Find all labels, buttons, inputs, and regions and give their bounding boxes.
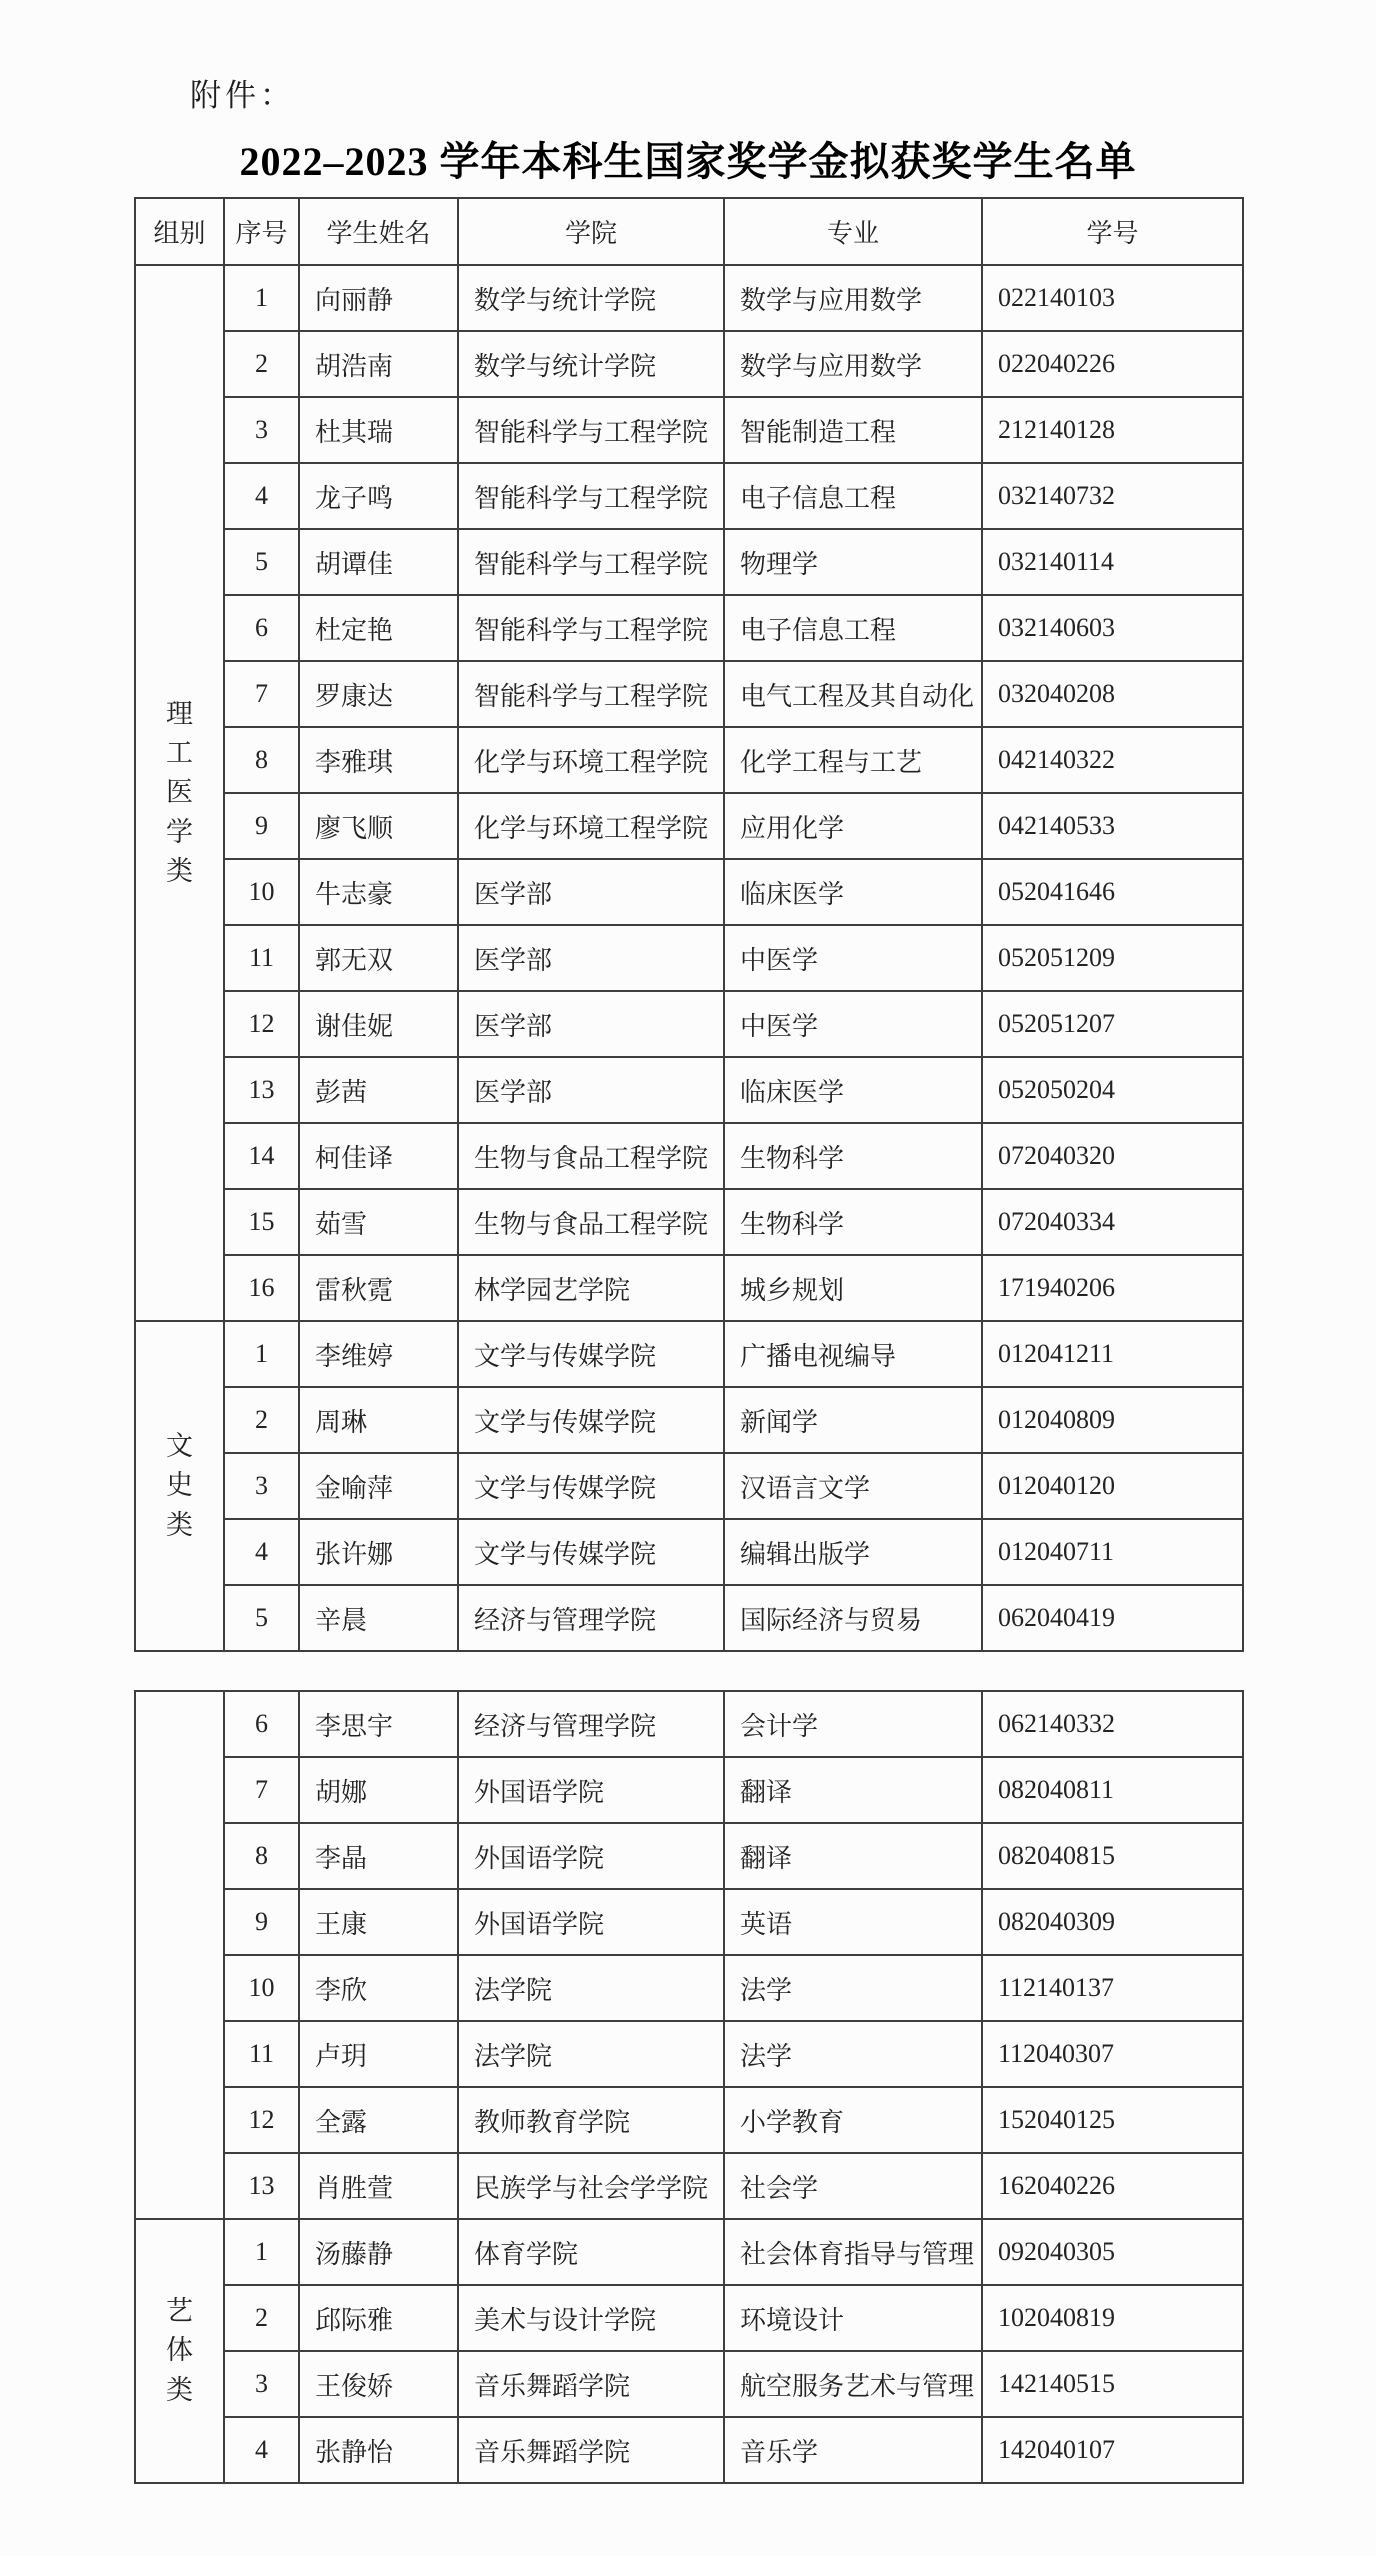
college-cell: 数学与统计学院 [458,331,724,397]
college-cell: 智能科学与工程学院 [458,595,724,661]
column-header-0: 组别 [135,198,224,265]
college-cell: 音乐舞蹈学院 [458,2351,724,2417]
page-title: 2022–2023 学年本科生国家奖学金拟获奖学生名单 [239,139,1137,184]
major-cell: 化学工程与工艺 [724,727,982,793]
name-cell: 罗康达 [299,661,458,727]
student-id-cell: 022140103 [982,265,1243,331]
student-id-cell: 052041646 [982,859,1243,925]
name-cell: 杜其瑞 [299,397,458,463]
major-cell: 城乡规划 [724,1255,982,1321]
seq-cell: 9 [224,793,299,859]
student-id-cell: 062040419 [982,1585,1243,1651]
name-cell: 龙子鸣 [299,463,458,529]
seq-cell: 7 [224,1757,299,1823]
major-cell: 中医学 [724,991,982,1057]
group-label: 理工医学类 [166,699,193,886]
college-cell: 医学部 [458,925,724,991]
name-cell: 全露 [299,2087,458,2153]
table-row [135,925,1243,991]
seq-cell: 8 [224,727,299,793]
major-cell: 新闻学 [724,1387,982,1453]
name-cell: 廖飞顺 [299,793,458,859]
seq-cell: 3 [224,2351,299,2417]
column-header-2: 学生姓名 [299,198,458,265]
college-cell: 生物与食品工程学院 [458,1123,724,1189]
major-cell: 法学 [724,2021,982,2087]
name-cell: 雷秋霓 [299,1255,458,1321]
seq-cell: 1 [224,1321,299,1387]
table-row [135,1585,1243,1651]
name-cell: 肖胜萱 [299,2153,458,2219]
college-cell: 林学园艺学院 [458,1255,724,1321]
table-row [135,1691,1243,1757]
table-row [135,397,1243,463]
name-cell: 彭茜 [299,1057,458,1123]
major-cell: 应用化学 [724,793,982,859]
column-header-1: 序号 [224,198,299,265]
table-row [135,2021,1243,2087]
seq-cell: 14 [224,1123,299,1189]
student-id-cell: 162040226 [982,2153,1243,2219]
major-cell: 汉语言文学 [724,1453,982,1519]
name-cell: 牛志豪 [299,859,458,925]
table-row [135,1189,1243,1255]
seq-cell: 4 [224,463,299,529]
student-id-cell: 102040819 [982,2285,1243,2351]
student-id-cell: 032140603 [982,595,1243,661]
major-cell: 航空服务艺术与管理 [724,2351,982,2417]
table-row [135,1387,1243,1453]
college-cell: 体育学院 [458,2219,724,2285]
name-cell: 向丽静 [299,265,458,331]
student-id-cell: 052051207 [982,991,1243,1057]
student-id-cell: 142140515 [982,2351,1243,2417]
college-cell: 医学部 [458,1057,724,1123]
major-cell: 音乐学 [724,2417,982,2483]
student-id-cell: 032040208 [982,661,1243,727]
major-cell: 广播电视编导 [724,1321,982,1387]
major-cell: 中医学 [724,925,982,991]
student-id-cell: 152040125 [982,2087,1243,2153]
name-cell: 李维婷 [299,1321,458,1387]
major-cell: 会计学 [724,1691,982,1757]
college-cell: 文学与传媒学院 [458,1519,724,1585]
seq-cell: 3 [224,397,299,463]
student-id-cell: 012040120 [982,1453,1243,1519]
student-id-cell: 072040320 [982,1123,1243,1189]
student-id-cell: 212140128 [982,397,1243,463]
name-cell: 卢玥 [299,2021,458,2087]
table-row [135,2417,1243,2483]
table-row [135,1823,1243,1889]
name-cell: 辛晨 [299,1585,458,1651]
major-cell: 环境设计 [724,2285,982,2351]
table-row [135,1123,1243,1189]
seq-cell: 2 [224,331,299,397]
table-row [135,1321,1243,1387]
seq-cell: 12 [224,991,299,1057]
name-cell: 邱际雅 [299,2285,458,2351]
student-id-cell: 042140322 [982,727,1243,793]
college-cell: 智能科学与工程学院 [458,529,724,595]
college-cell: 数学与统计学院 [458,265,724,331]
seq-cell: 9 [224,1889,299,1955]
table-row [135,859,1243,925]
college-cell: 外国语学院 [458,1823,724,1889]
seq-cell: 11 [224,2021,299,2087]
major-cell: 法学 [724,1955,982,2021]
table-row [135,529,1243,595]
name-cell: 李思宇 [299,1691,458,1757]
seq-cell: 2 [224,2285,299,2351]
group-cell [135,265,224,1321]
name-cell: 茹雪 [299,1189,458,1255]
name-cell: 王俊娇 [299,2351,458,2417]
seq-cell: 3 [224,1453,299,1519]
student-id-cell: 012041211 [982,1321,1243,1387]
college-cell: 音乐舞蹈学院 [458,2417,724,2483]
awards-table-part-2 [134,1690,1244,2484]
major-cell: 电气工程及其自动化 [724,661,982,727]
name-cell: 谢佳妮 [299,991,458,1057]
seq-cell: 7 [224,661,299,727]
name-cell: 汤藤静 [299,2219,458,2285]
major-cell: 临床医学 [724,859,982,925]
group-cell [135,2219,224,2483]
major-cell: 翻译 [724,1823,982,1889]
header-row [135,198,1243,265]
table-row [135,2153,1243,2219]
major-cell: 数学与应用数学 [724,331,982,397]
table-row [135,331,1243,397]
seq-cell: 5 [224,1585,299,1651]
seq-cell: 8 [224,1823,299,1889]
seq-cell: 1 [224,2219,299,2285]
major-cell: 智能制造工程 [724,397,982,463]
table-row [135,595,1243,661]
seq-cell: 13 [224,2153,299,2219]
college-cell: 化学与环境工程学院 [458,793,724,859]
major-cell: 生物科学 [724,1123,982,1189]
name-cell: 周琳 [299,1387,458,1453]
major-cell: 生物科学 [724,1189,982,1255]
major-cell: 数学与应用数学 [724,265,982,331]
college-cell: 法学院 [458,2021,724,2087]
college-cell: 民族学与社会学学院 [458,2153,724,2219]
college-cell: 经济与管理学院 [458,1585,724,1651]
major-cell: 电子信息工程 [724,463,982,529]
name-cell: 张许娜 [299,1519,458,1585]
name-cell: 杜定艳 [299,595,458,661]
table-row [135,2351,1243,2417]
table-row [135,265,1243,331]
student-id-cell: 082040815 [982,1823,1243,1889]
seq-cell: 16 [224,1255,299,1321]
major-cell: 临床医学 [724,1057,982,1123]
student-id-cell: 142040107 [982,2417,1243,2483]
table-row [135,2087,1243,2153]
table-row [135,661,1243,727]
student-id-cell: 082040309 [982,1889,1243,1955]
college-cell: 文学与传媒学院 [458,1453,724,1519]
seq-cell: 10 [224,859,299,925]
name-cell: 李欣 [299,1955,458,2021]
name-cell: 李晶 [299,1823,458,1889]
table-row [135,1519,1243,1585]
table-row [135,727,1243,793]
table-row [135,1453,1243,1519]
college-cell: 智能科学与工程学院 [458,397,724,463]
table-row [135,991,1243,1057]
student-id-cell: 032140114 [982,529,1243,595]
seq-cell: 15 [224,1189,299,1255]
college-cell: 经济与管理学院 [458,1691,724,1757]
student-id-cell: 171940206 [982,1255,1243,1321]
seq-cell: 13 [224,1057,299,1123]
name-cell: 金喻萍 [299,1453,458,1519]
student-id-cell: 092040305 [982,2219,1243,2285]
student-id-cell: 032140732 [982,463,1243,529]
student-id-cell: 042140533 [982,793,1243,859]
table-row [135,1255,1243,1321]
college-cell: 智能科学与工程学院 [458,661,724,727]
table-row [135,1057,1243,1123]
college-cell: 外国语学院 [458,1757,724,1823]
name-cell: 胡谭佳 [299,529,458,595]
group-label: 艺体类 [166,2296,193,2405]
major-cell: 社会体育指导与管理 [724,2219,982,2285]
college-cell: 医学部 [458,859,724,925]
major-cell: 国际经济与贸易 [724,1585,982,1651]
name-cell: 柯佳译 [299,1123,458,1189]
student-id-cell: 112140137 [982,1955,1243,2021]
college-cell: 化学与环境工程学院 [458,727,724,793]
college-cell: 美术与设计学院 [458,2285,724,2351]
student-id-cell: 082040811 [982,1757,1243,1823]
table-row [135,2219,1243,2285]
student-id-cell: 052050204 [982,1057,1243,1123]
seq-cell: 2 [224,1387,299,1453]
seq-cell: 11 [224,925,299,991]
seq-cell: 12 [224,2087,299,2153]
student-id-cell: 052051209 [982,925,1243,991]
major-cell: 小学教育 [724,2087,982,2153]
seq-cell: 4 [224,1519,299,1585]
college-cell: 生物与食品工程学院 [458,1189,724,1255]
seq-cell: 6 [224,595,299,661]
college-cell: 外国语学院 [458,1889,724,1955]
table-row [135,2285,1243,2351]
seq-cell: 6 [224,1691,299,1757]
student-id-cell: 012040711 [982,1519,1243,1585]
student-id-cell: 012040809 [982,1387,1243,1453]
column-header-5: 学号 [982,198,1243,265]
table-row [135,1955,1243,2021]
major-cell: 社会学 [724,2153,982,2219]
table-row [135,463,1243,529]
student-id-cell: 072040334 [982,1189,1243,1255]
college-cell: 医学部 [458,991,724,1057]
column-header-3: 学院 [458,198,724,265]
college-cell: 文学与传媒学院 [458,1387,724,1453]
student-id-cell: 022040226 [982,331,1243,397]
college-cell: 教师教育学院 [458,2087,724,2153]
group-cell [135,1321,224,1651]
major-cell: 电子信息工程 [724,595,982,661]
student-id-cell: 062140332 [982,1691,1243,1757]
seq-cell: 5 [224,529,299,595]
awards-table-part-1 [134,197,1244,1652]
name-cell: 郭无双 [299,925,458,991]
college-cell: 法学院 [458,1955,724,2021]
name-cell: 张静怡 [299,2417,458,2483]
major-cell: 翻译 [724,1757,982,1823]
name-cell: 王康 [299,1889,458,1955]
table-row [135,1757,1243,1823]
name-cell: 李雅琪 [299,727,458,793]
major-cell: 编辑出版学 [724,1519,982,1585]
college-cell: 智能科学与工程学院 [458,463,724,529]
seq-cell: 1 [224,265,299,331]
seq-cell: 10 [224,1955,299,2021]
attachment-label: 附件： [190,78,295,113]
seq-cell: 4 [224,2417,299,2483]
major-cell: 英语 [724,1889,982,1955]
table-row [135,793,1243,859]
table-row [135,1889,1243,1955]
column-header-4: 专业 [724,198,982,265]
name-cell: 胡娜 [299,1757,458,1823]
student-id-cell: 112040307 [982,2021,1243,2087]
group-cell [135,1691,224,2219]
name-cell: 胡浩南 [299,331,458,397]
group-label: 文史类 [166,1431,193,1540]
college-cell: 文学与传媒学院 [458,1321,724,1387]
major-cell: 物理学 [724,529,982,595]
